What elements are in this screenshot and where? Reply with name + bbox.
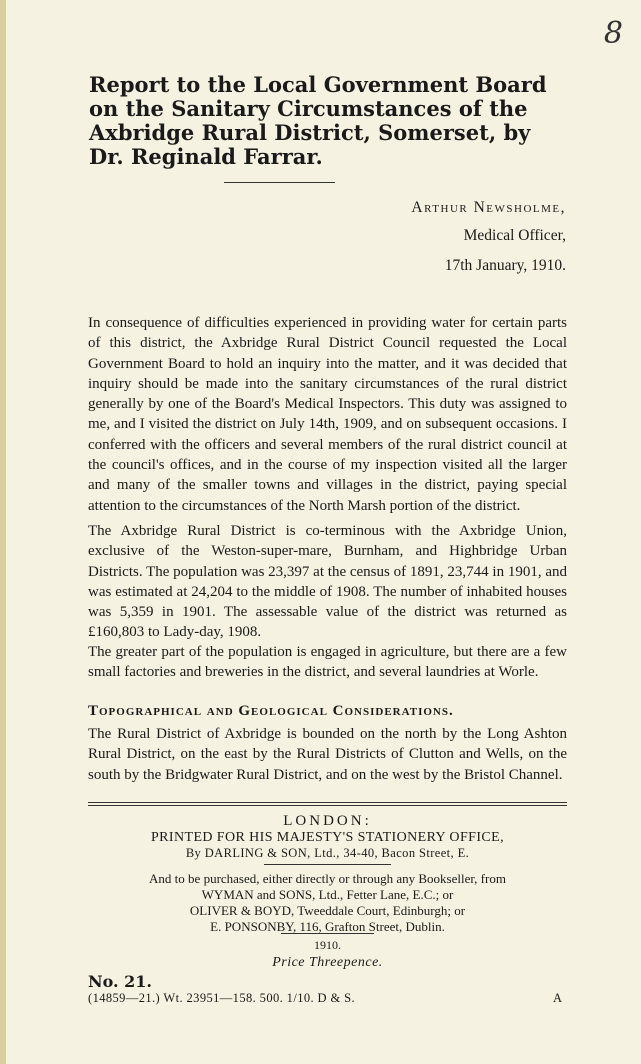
imprint-place: LONDON: <box>283 813 372 829</box>
report-date: 17th January, 1910. <box>444 257 566 274</box>
footer-divider <box>88 802 567 803</box>
purchase-line: And to be purchased, either directly or through any Bookseller, from <box>149 871 506 886</box>
author-role: Medical Officer, <box>463 227 566 244</box>
publication-year: 1910. <box>314 938 341 952</box>
section-paragraph: The Rural District of Axbridge is bounded on the north by the Long Ashton Rural District, on the east by the Rural Districts of Clutton and Wells, on the south by the Bridgwater Rural District, and on the west by the Bristol Channel. <box>88 726 567 783</box>
imprint-printed-for: PRINTED FOR HIS MAJESTY'S STATIONERY OFFICE, <box>151 830 504 845</box>
report-title: Report to the Local Government Board on the Sanitary Circumstances of the Axbridge Rural District, Somerset, by Dr. Reginald Farrar. <box>89 72 547 169</box>
year-divider <box>281 933 374 934</box>
title-divider <box>224 182 335 183</box>
document-number: No. 21. <box>88 972 152 991</box>
body-paragraph: The Axbridge Rural District is co-terminous with the Axbridge Union, exclusive of the Weston-super-mare, Burnham, and Highbridge Urban Districts. The population was 23,397 at the census of 1891, 23,744 in 1901, and was estimated at 24,204 to the middle of 1908. The number of inhabited houses was 5,359 in 1901. The assessable value of the district was returned as £160,803 to Lady-day, 1908. <box>88 523 567 641</box>
purchase-line: WYMAN and SONS, Ltd., Fetter Lane, E.C.; or <box>201 887 454 902</box>
body-paragraph: In consequence of difficulties experienced in providing water for certain parts of this district, the Axbridge Rural District Council requested the Local Government Board to hold an inquiry into the matter, and it was decided that inquiry should be made into the sanitary circumstances of the rural district generally by one of the Board's Medical Inspectors. This duty was assigned to me, and I visited the district on July 14th, 1909, and on subsequent occasions. I conferred with the officers and several members of the rural district council at the council's offices, and in the course of my inspection visited all the larger and many of the smaller towns and villages in the district, paying special attention to the circumstances of the North Marsh portion of the district. <box>88 315 567 514</box>
print-code: (14859—21.) Wt. 23951—158. 500. 1/10. D & S. <box>88 991 356 1005</box>
imprint-divider <box>264 864 391 865</box>
signature-letter: A <box>552 991 562 1005</box>
purchase-line: E. PONSONBY, 116, Grafton Street, Dublin. <box>210 919 445 934</box>
page-mark: 8 <box>603 16 623 51</box>
author-name: Arthur Newsholme, <box>411 199 566 216</box>
purchase-info <box>88 871 567 935</box>
imprint-printer: By DARLING & SON, Ltd., 34-40, Bacon Street, E. <box>185 846 470 860</box>
section-heading: Topographical and Geological Considerations. <box>88 703 454 719</box>
body-paragraph: The greater part of the population is engaged in agriculture, but there are a few small factories and breweries in the district, and several laundries at Worle. <box>88 644 567 681</box>
purchase-line: OLIVER & BOYD, Tweeddale Court, Edinburgh; or <box>189 903 466 918</box>
footer-divider <box>88 805 567 806</box>
price: Price Threepence. <box>272 955 383 970</box>
